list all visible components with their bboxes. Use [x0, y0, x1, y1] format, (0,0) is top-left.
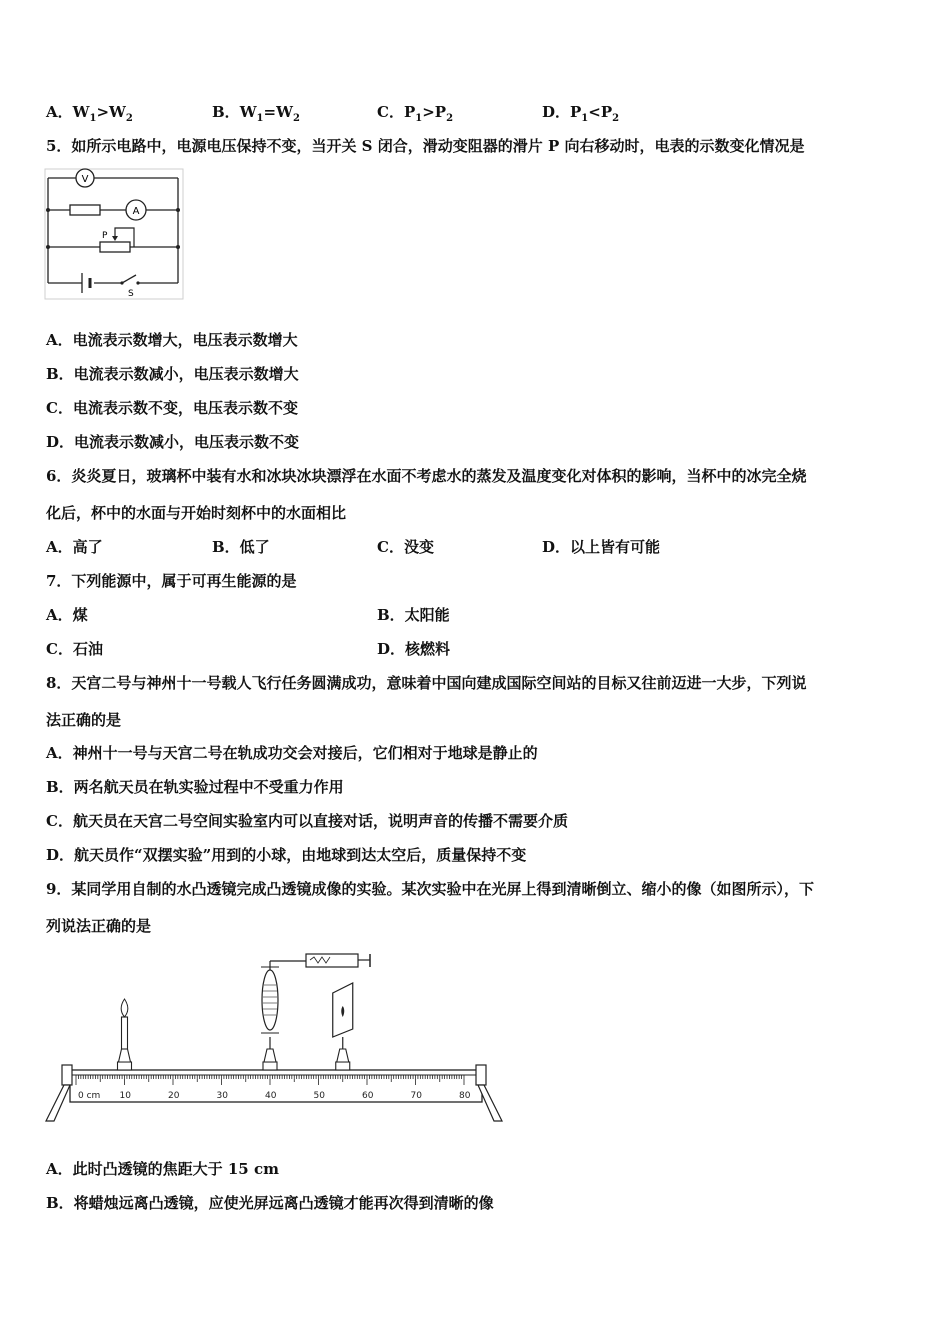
slider-label: P — [102, 231, 108, 241]
q4-option-c: C．$P_1>P_2$ — [377, 103, 454, 124]
q5-option-d: D．电流表示数减小，电压表示数不变 — [46, 433, 300, 451]
q6-option-c: C．没变 — [377, 538, 434, 556]
q9-stem-line2: 列说法正确的是 — [46, 917, 152, 935]
q8-option-d: D．航天员作“双摆实验”用到的小球，由地球到达太空后，质量保持不变 — [46, 846, 527, 864]
q7-option-d: D．核燃料 — [377, 640, 451, 658]
candle-assembly — [118, 999, 132, 1070]
syringe-icon — [306, 954, 358, 967]
ruler-label-0: 0 cm — [78, 1091, 101, 1101]
ruler-label-10: 10 — [119, 1091, 131, 1101]
ruler-label-40: 40 — [265, 1091, 277, 1101]
q9-option-a: A．此时凸透镜的焦距大于 15 cm — [46, 1160, 279, 1178]
q8-option-c: C．航天员在天宫二号空间实验室内可以直接对话，说明声音的传播不需要介质 — [46, 812, 568, 830]
lens-holder — [264, 1049, 276, 1062]
bench-right-end — [476, 1065, 486, 1085]
screen-holder — [337, 1049, 349, 1062]
lens-holder-base — [263, 1062, 277, 1070]
switch-blade — [122, 275, 136, 283]
candle-flame-icon — [121, 999, 128, 1017]
ruler-label-20: 20 — [168, 1091, 180, 1101]
voltmeter-label: V — [81, 174, 89, 185]
q5-option-b: B．电流表示数减小，电压表示数增大 — [46, 365, 299, 383]
ruler-label-50: 50 — [313, 1091, 325, 1101]
ruler-label-70: 70 — [410, 1091, 422, 1101]
resistor-icon — [70, 205, 100, 215]
q9-stem-line1: 9．某同学用自制的水凸透镜完成凸透镜成像的实验。某次实验中在光屏上得到清晰倒立、缩小的像（如图所示），下 — [46, 880, 814, 898]
q6-option-d: D．以上皆有可能 — [542, 538, 661, 556]
q8-stem-line1: 8．天宫二号与神州十一号载人飞行任务圆满成功，意味着中国向建成国际空间站的目标又往前迈进一大步，下列说 — [46, 674, 807, 692]
q5-stem: 5．如所示电路中，电源电压保持不变，当开关 S 闭合，滑动变阻器的滑片 P 向右移动时，电表的示数变化情况是 — [46, 137, 805, 155]
q5-option-a: A．电流表示数增大，电压表示数增大 — [46, 331, 298, 349]
screen-holder-base — [336, 1062, 350, 1070]
q5-circuit-diagram — [44, 168, 184, 300]
q7-option-c: C．石油 — [46, 640, 103, 658]
q8-option-b: B．两名航天员在轨实验过程中不受重力作用 — [46, 778, 344, 796]
ruler-label-30: 30 — [216, 1091, 228, 1101]
q4-option-d: D．$P_1<P_2$ — [542, 103, 620, 124]
candle-holder — [119, 1049, 131, 1062]
slider-arrow-icon — [112, 236, 118, 241]
candle-body — [122, 1017, 128, 1049]
bench-left-end — [62, 1065, 72, 1085]
q9-optical-bench-diagram — [40, 945, 510, 1130]
ruler-label-80: 80 — [459, 1091, 471, 1101]
bench-left-leg — [46, 1085, 70, 1121]
q6-option-b: B．低了 — [212, 538, 270, 556]
q7-stem: 7．下列能源中，属于可再生能源的是 — [46, 572, 297, 590]
rheostat-icon — [100, 242, 130, 252]
q8-option-a: A．神州十一号与天宫二号在轨成功交会对接后，它们相对于地球是静止的 — [46, 744, 538, 762]
water-lens-assembly — [261, 954, 370, 1070]
q6-stem-line2: 化后，杯中的水面与开始时刻杯中的水面相比 — [46, 504, 347, 522]
q4-option-a: A．$W_1>W_2$ — [46, 103, 133, 124]
q7-option-a: A．煤 — [46, 606, 88, 624]
bench-right-leg — [478, 1085, 502, 1121]
candle-holder-base — [118, 1062, 132, 1070]
q9-option-b: B．将蜡烛远离凸透镜，应使光屏远离凸透镜才能再次得到清晰的像 — [46, 1194, 494, 1212]
light-screen-assembly — [333, 983, 353, 1070]
q6-stem-line1: 6．炎炎夏日，玻璃杯中装有水和冰块冰块漂浮在水面不考虑水的蒸发及温度变化对体积的影响，当杯中的冰完全烧 — [46, 467, 807, 485]
q7-option-b: B．太阳能 — [377, 606, 450, 624]
q6-option-a: A．高了 — [46, 538, 103, 556]
ruler-label-60: 60 — [362, 1091, 374, 1101]
q4-option-b: B．$W_1=W_2$ — [212, 103, 300, 124]
q5-option-c: C．电流表示数不变，电压表示数不变 — [46, 399, 298, 417]
q8-stem-line2: 法正确的是 — [46, 711, 122, 729]
figure-border — [45, 169, 183, 299]
water-lens-icon — [262, 970, 278, 1030]
switch-label: S — [128, 289, 134, 299]
ammeter-label: A — [132, 206, 140, 217]
